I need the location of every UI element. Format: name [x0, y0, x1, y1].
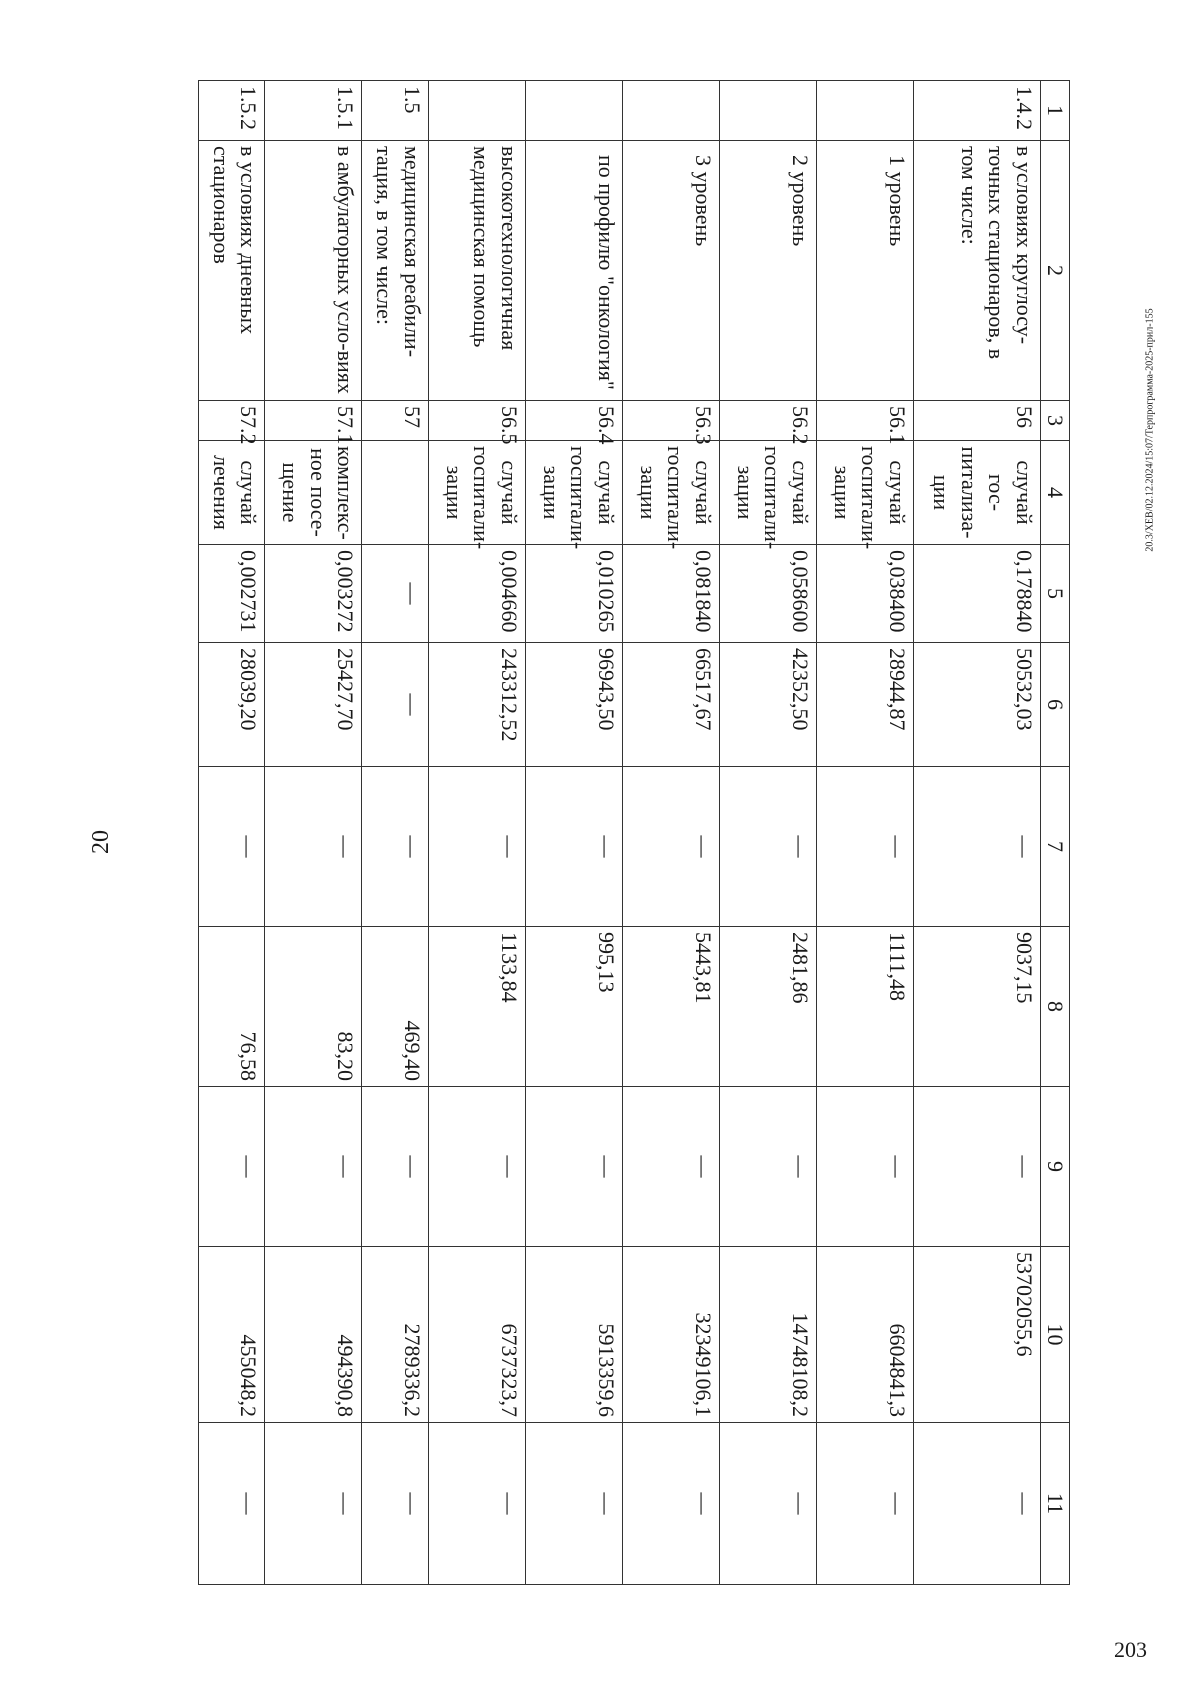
cell-col11: —: [428, 1423, 525, 1585]
cell-col5: 0,178840: [913, 545, 1040, 643]
cell-unit: случай госпитали-зации: [816, 441, 913, 545]
cell-col5: 0,002731: [199, 545, 266, 643]
cell-col7: —: [428, 767, 525, 927]
header-cell: 1: [1041, 81, 1070, 141]
cell-code: [525, 81, 622, 141]
cell-col7: —: [913, 767, 1040, 927]
cell-col8: 5443,81: [622, 927, 719, 1087]
cell-col10: 494390,8: [265, 1247, 362, 1423]
cell-col8: 469,40: [362, 927, 428, 1087]
table-row: [719, 81, 816, 1585]
cell-col10: 6604841,3: [816, 1247, 913, 1423]
cell-col5: 0,010265: [525, 545, 622, 643]
cell-unit: случай госпитали-зации: [719, 441, 816, 545]
document-stamp: [1140, 260, 1160, 600]
cell-col10: 5913359,6: [525, 1247, 622, 1423]
cell-col8: 2481,86: [719, 927, 816, 1087]
table-row: [913, 81, 1040, 1585]
cell-col7: —: [719, 767, 816, 927]
cell-line: 57: [362, 401, 428, 441]
cell-col6: 50532,03: [913, 643, 1040, 767]
header-cell: 4: [1041, 441, 1070, 545]
cell-col8: 76,58: [199, 927, 266, 1087]
cell-name: в условиях дневных стационаров: [199, 141, 266, 401]
cell-unit: комплекс-ное посе-щение: [265, 441, 362, 545]
cell-col11: —: [525, 1423, 622, 1585]
cell-col6: 25427,70: [265, 643, 362, 767]
cell-line: 56.1: [816, 401, 913, 441]
cell-col9: —: [199, 1087, 266, 1247]
cell-col9: —: [719, 1087, 816, 1247]
cell-line: 56.5: [428, 401, 525, 441]
cell-col10: 6737323,7: [428, 1247, 525, 1423]
cell-col5: 0,004660: [428, 545, 525, 643]
cell-col8: 9037,15: [913, 927, 1040, 1087]
page-number: 20: [88, 830, 114, 854]
header-cell: 11: [1041, 1423, 1070, 1585]
cell-col5: 0,003272: [265, 545, 362, 643]
cell-code: [816, 81, 913, 141]
cell-col6: 42352,50: [719, 643, 816, 767]
cell-col7: —: [199, 767, 266, 927]
cell-col9: —: [913, 1087, 1040, 1247]
cell-col11: —: [913, 1423, 1040, 1585]
table-row: [622, 81, 719, 1585]
header-row: [1041, 81, 1070, 1585]
cell-col8: 1111,48: [816, 927, 913, 1087]
cell-col10: 14748108,2: [719, 1247, 816, 1423]
cell-unit: [362, 441, 428, 545]
cell-unit: случай лечения: [199, 441, 266, 545]
cell-col8: 995,13: [525, 927, 622, 1087]
cell-line: 56: [913, 401, 1040, 441]
cell-name: медицинская реабили-тация, в том числе:: [362, 141, 428, 401]
cell-col6: 243312,52: [428, 643, 525, 767]
table-row: [265, 81, 362, 1585]
header-cell: 5: [1041, 545, 1070, 643]
cell-col7: —: [816, 767, 913, 927]
cell-code: [428, 81, 525, 141]
table-row: [199, 81, 266, 1585]
header-cell: 3: [1041, 401, 1070, 441]
cell-code: 1.4.2: [913, 81, 1040, 141]
cell-unit: случай госпитали-зации: [622, 441, 719, 545]
cell-col10: 32349106,1: [622, 1247, 719, 1423]
cell-col7: —: [622, 767, 719, 927]
header-cell: 10: [1041, 1247, 1070, 1423]
cell-col6: 28039,20: [199, 643, 266, 767]
cell-code: 1.5.1: [265, 81, 362, 141]
cell-col7: —: [265, 767, 362, 927]
cell-code: 1.5.2: [199, 81, 266, 141]
cell-col5: 0,038400: [816, 545, 913, 643]
cell-col6: 28944,87: [816, 643, 913, 767]
stamp-text: 20.3/ХЕВ/02.12.2024/15:07/Терпрограмма-2025-прил-155: [1144, 308, 1156, 552]
cell-code: [719, 81, 816, 141]
cell-col9: —: [362, 1087, 428, 1247]
cell-line: 56.4: [525, 401, 622, 441]
cell-col6: 96943,50: [525, 643, 622, 767]
cell-col9: —: [525, 1087, 622, 1247]
footer-page-number: 203: [1114, 1637, 1147, 1662]
cell-col11: —: [265, 1423, 362, 1585]
cell-col11: —: [622, 1423, 719, 1585]
cell-col5: 0,058600: [719, 545, 816, 643]
cell-col7: —: [362, 767, 428, 927]
cell-line: 56.3: [622, 401, 719, 441]
cell-code: 1.5: [362, 81, 428, 141]
cell-unit: случай гос-питализа-ции: [913, 441, 1040, 545]
cell-name: по профилю "онкология": [525, 141, 622, 401]
cell-line: 56.2: [719, 401, 816, 441]
cell-col9: —: [428, 1087, 525, 1247]
cell-col11: —: [719, 1423, 816, 1585]
cell-col11: —: [362, 1423, 428, 1585]
cell-col11: —: [199, 1423, 266, 1585]
table-row: [816, 81, 913, 1585]
cell-col10: 455048,2: [199, 1247, 266, 1423]
cell-col5: 0,081840: [622, 545, 719, 643]
cell-col9: —: [816, 1087, 913, 1247]
table-row: [428, 81, 525, 1585]
cell-name: 1 уровень: [816, 141, 913, 401]
cell-code: [622, 81, 719, 141]
cell-col9: —: [622, 1087, 719, 1247]
cell-col10: 2789336,2: [362, 1247, 428, 1423]
header-cell: 8: [1041, 927, 1070, 1087]
table-row: [362, 81, 428, 1585]
rotated-table-wrapper: [198, 80, 1070, 1584]
header-cell: 9: [1041, 1087, 1070, 1247]
cell-name: в амбулаторных усло-виях: [265, 141, 362, 401]
table-row: [525, 81, 622, 1585]
data-table: [198, 80, 1070, 1585]
cell-col11: —: [816, 1423, 913, 1585]
cell-line: 57.2: [199, 401, 266, 441]
cell-col6: 66517,67: [622, 643, 719, 767]
cell-col8: 1133,84: [428, 927, 525, 1087]
cell-unit: случай госпитали-зации: [428, 441, 525, 545]
cell-name: высокотехнологичная медицинская помощь: [428, 141, 525, 401]
cell-col7: —: [525, 767, 622, 927]
header-cell: 6: [1041, 643, 1070, 767]
cell-col8: 83,20: [265, 927, 362, 1087]
cell-unit: случай госпитали-зации: [525, 441, 622, 545]
cell-col6: —: [362, 643, 428, 767]
cell-col9: —: [265, 1087, 362, 1247]
cell-line: 57.1: [265, 401, 362, 441]
header-cell: 7: [1041, 767, 1070, 927]
cell-name: 2 уровень: [719, 141, 816, 401]
cell-col10: 53702055,6: [913, 1247, 1040, 1423]
cell-name: в условиях круглосу-точных стационаров, в том числе:: [913, 141, 1040, 401]
header-cell: 2: [1041, 141, 1070, 401]
cell-name: 3 уровень: [622, 141, 719, 401]
cell-col5: —: [362, 545, 428, 643]
